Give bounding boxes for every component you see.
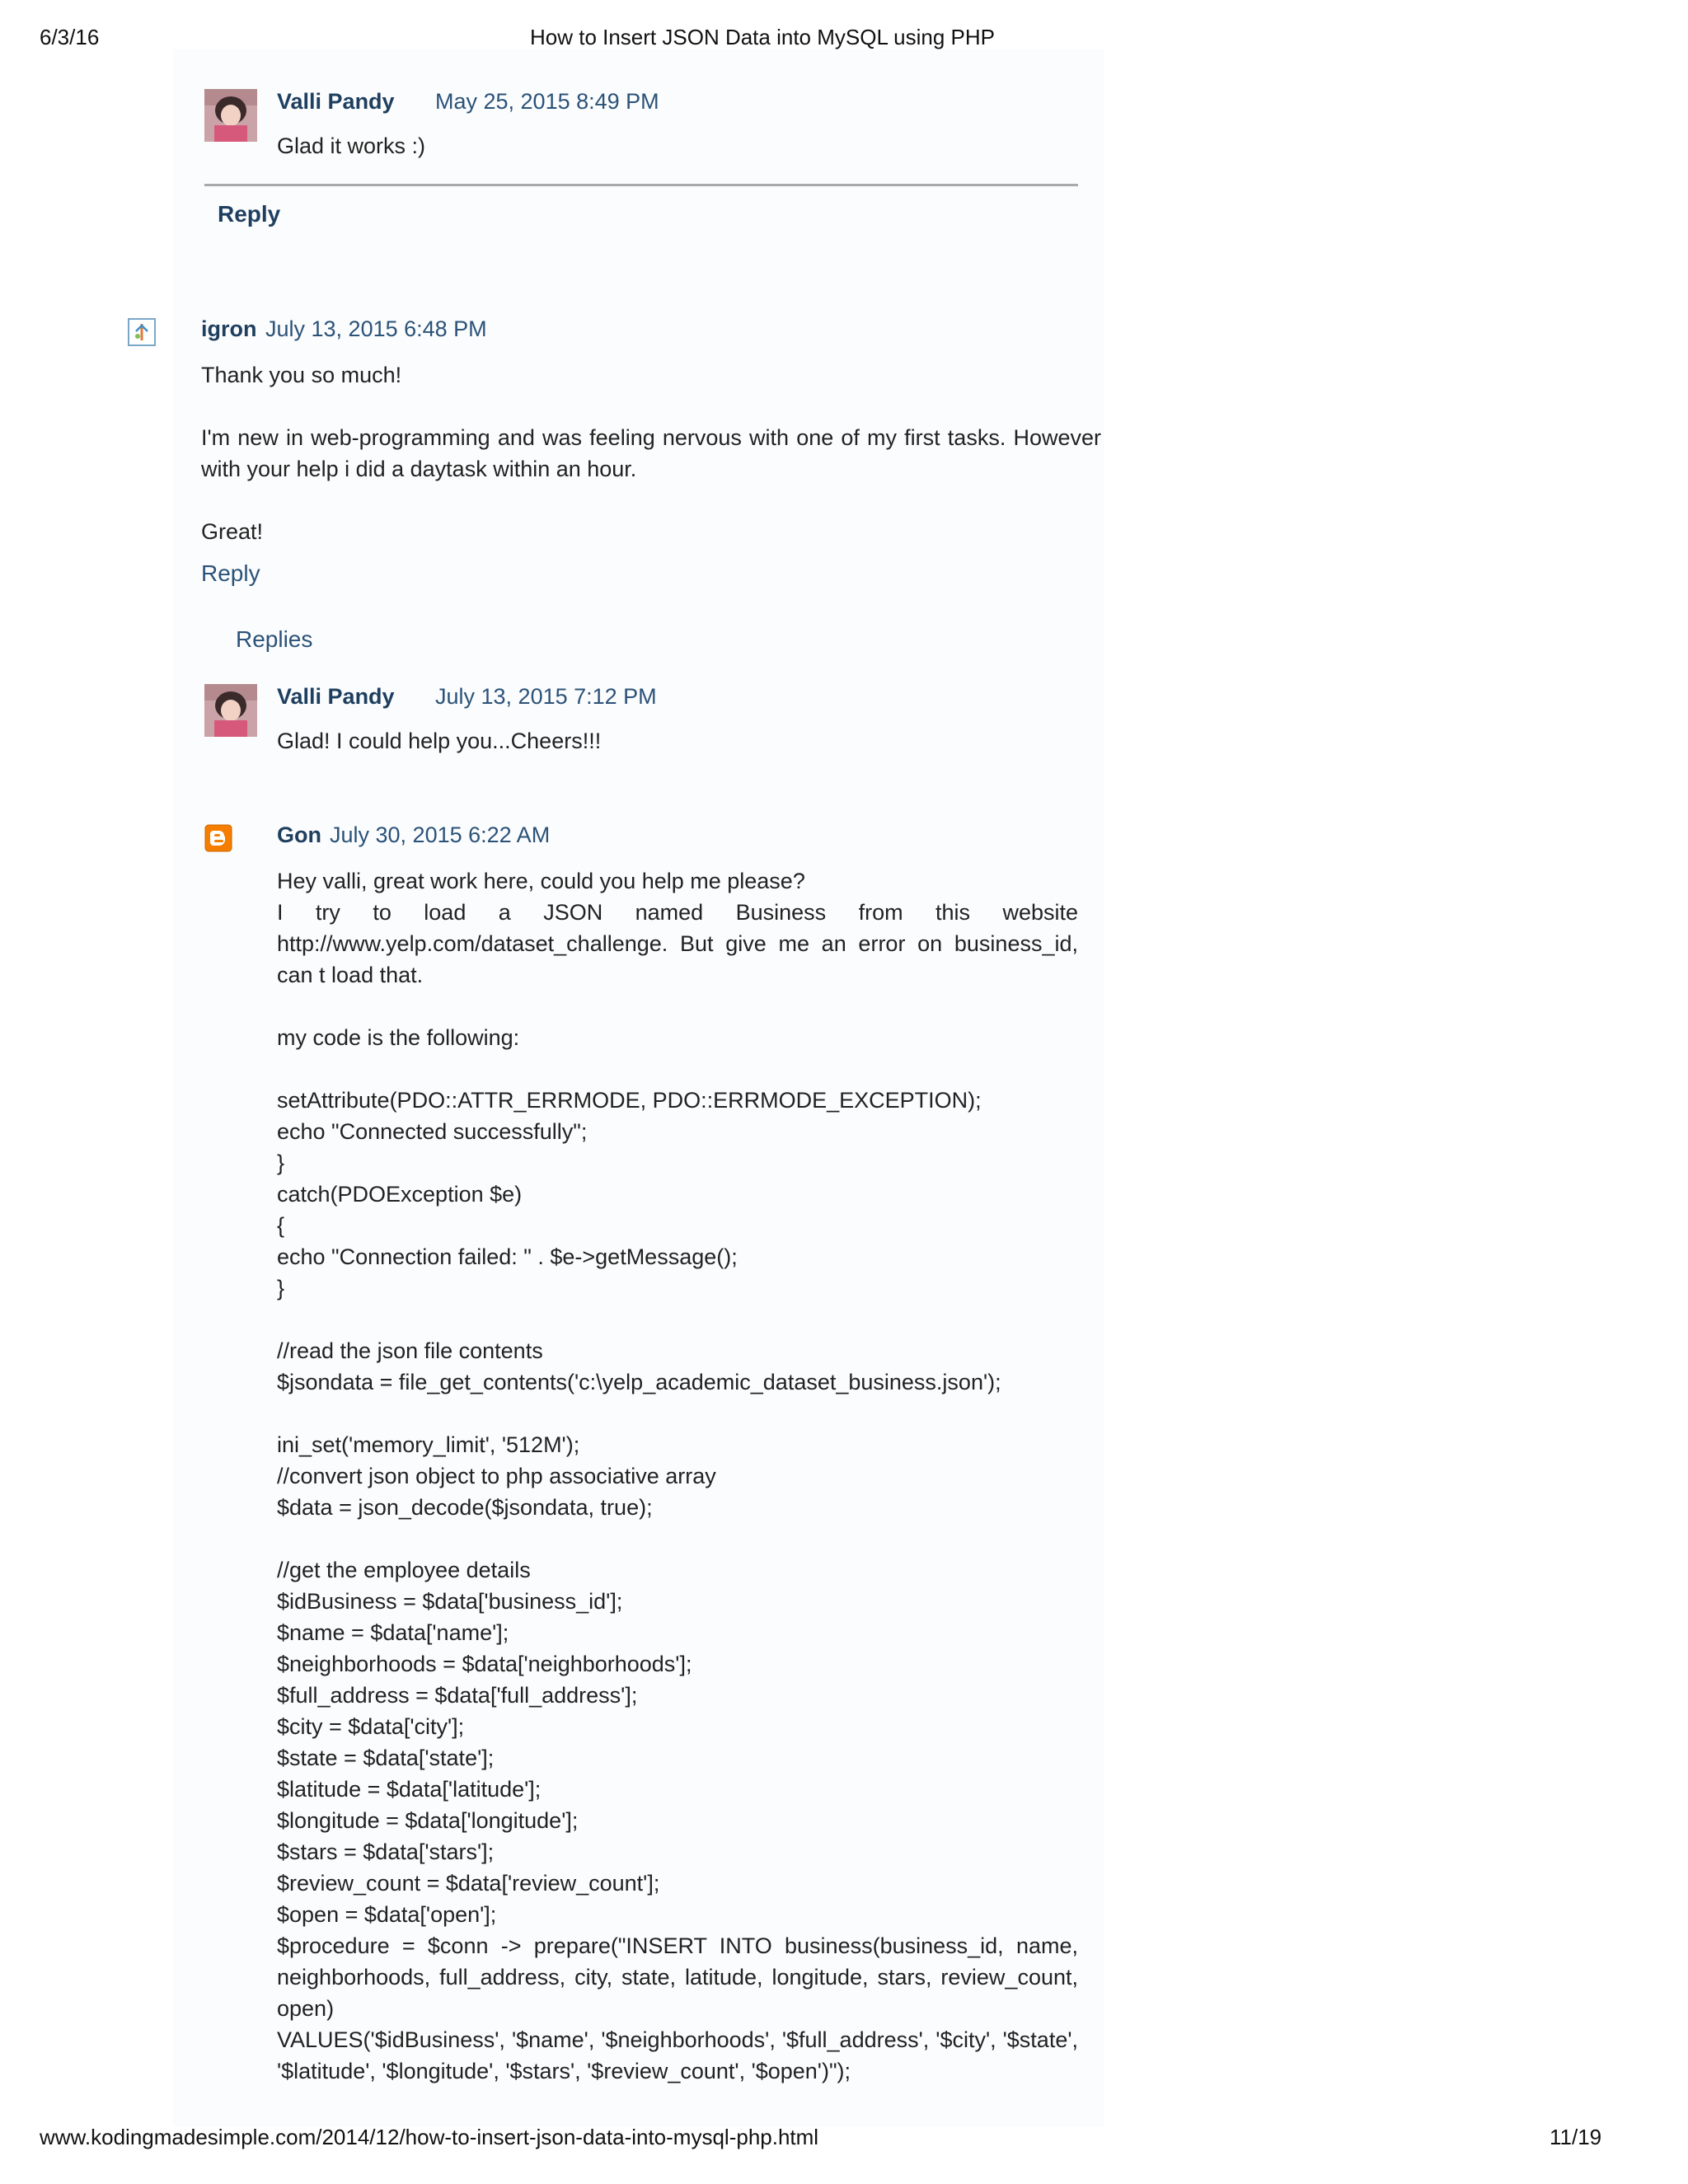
- comment-body: Glad! I could help you...Cheers!!!: [277, 729, 602, 753]
- divider: [204, 184, 1078, 186]
- code-line: $jsondata = file_get_contents('c:\yelp_academic_dataset_business.json');: [277, 1370, 1001, 1394]
- comment-date[interactable]: July 13, 2015 7:12 PM: [435, 684, 657, 709]
- reply-button[interactable]: Reply: [201, 560, 260, 586]
- code-line: echo "Connected successfully";: [277, 1119, 588, 1144]
- comment-date[interactable]: May 25, 2015 8:49 PM: [435, 89, 659, 114]
- comment-body: my code is the following:: [277, 1025, 520, 1050]
- code-line: $idBusiness = $data['business_id'];: [277, 1589, 623, 1614]
- replies-toggle[interactable]: Replies: [236, 626, 313, 652]
- code-line: //get the employee details: [277, 1558, 531, 1582]
- print-url: www.kodingmadesimple.com/2014/12/how-to-insert-json-data-into-mysql-php.html: [40, 2125, 819, 2149]
- code-block: [277, 1335, 1001, 1398]
- comment-author[interactable]: Valli Pandy: [277, 684, 395, 709]
- code-line: $full_address = $data['full_address'];: [277, 1683, 638, 1708]
- code-line: $name = $data['name'];: [277, 1620, 509, 1645]
- blogger-icon: [204, 824, 232, 856]
- comment-body: Thank you so much!: [201, 363, 402, 387]
- code-line: }: [277, 1276, 285, 1301]
- print-date: 6/3/16: [40, 25, 100, 49]
- code-line: VALUES('$idBusiness', '$name', '$neighborhoods', '$full_address', '$city', '$state', '$latitude', '$longitude', '$stars', '$review_count', '$open')");: [277, 2027, 1078, 2083]
- code-line: {: [277, 1213, 285, 1238]
- comment-body: I'm new in web-programming and was feeling nervous with one of my first tasks. However with your help i did a daytask within an hour.: [201, 425, 1101, 481]
- code-line: $open = $data['open'];: [277, 1902, 497, 1927]
- code-line: $data = json_decode($jsondata, true);: [277, 1495, 653, 1520]
- code-line: setAttribute(PDO::ATTR_ERRMODE, PDO::ERRMODE_EXCEPTION);: [277, 1088, 982, 1113]
- broken-image-icon: [128, 318, 156, 350]
- avatar[interactable]: [204, 684, 257, 737]
- code-line: $latitude = $data['latitude'];: [277, 1777, 542, 1802]
- print-page-number: 11/19: [1550, 2125, 1602, 2149]
- comment-body: I try to load a JSON named Business from this website http://www.yelp.com/dataset_challenge. But give me an error on business_id, can t load that.: [277, 900, 1078, 987]
- code-line: $neighborhoods = $data['neighborhoods'];: [277, 1652, 692, 1676]
- comment-author[interactable]: Valli Pandy: [277, 89, 395, 114]
- comment-body: Hey valli, great work here, could you help me please?: [277, 869, 805, 893]
- comment-author[interactable]: Gon: [277, 823, 321, 847]
- code-line: //read the json file contents: [277, 1338, 543, 1363]
- comment-body: Glad it works :): [277, 134, 426, 158]
- code-line: $state = $data['state'];: [277, 1746, 495, 1770]
- comment-author[interactable]: igron: [201, 316, 257, 341]
- avatar[interactable]: [204, 89, 257, 142]
- code-line: }: [277, 1151, 285, 1175]
- code-block: [277, 1085, 982, 1304]
- code-line: $city = $data['city'];: [277, 1714, 465, 1739]
- print-title: How to Insert JSON Data into MySQL using PHP: [529, 25, 996, 49]
- comment-date[interactable]: July 13, 2015 6:48 PM: [265, 316, 487, 341]
- code-line: $stars = $data['stars'];: [277, 1840, 495, 1864]
- reply-button[interactable]: Reply: [218, 201, 281, 227]
- comment-body: Great!: [201, 519, 264, 544]
- comment-date[interactable]: July 30, 2015 6:22 AM: [330, 823, 551, 847]
- code-line: catch(PDOException $e): [277, 1182, 523, 1207]
- code-block: [277, 1554, 692, 1930]
- code-line: ini_set('memory_limit', '512M');: [277, 1432, 580, 1457]
- code-block: [277, 1429, 716, 1523]
- code-line: echo "Connection failed: " . $e->getMessage();: [277, 1244, 738, 1269]
- code-line: $procedure = $conn -> prepare("INSERT INTO business(business_id, name, neighborhoods, full_address, city, state, latitude, longitude, stars, review_count, open): [277, 1933, 1078, 2021]
- code-line: $review_count = $data['review_count'];: [277, 1871, 660, 1896]
- code-line: //convert json object to php associative array: [277, 1464, 716, 1488]
- code-line: $longitude = $data['longitude'];: [277, 1808, 579, 1833]
